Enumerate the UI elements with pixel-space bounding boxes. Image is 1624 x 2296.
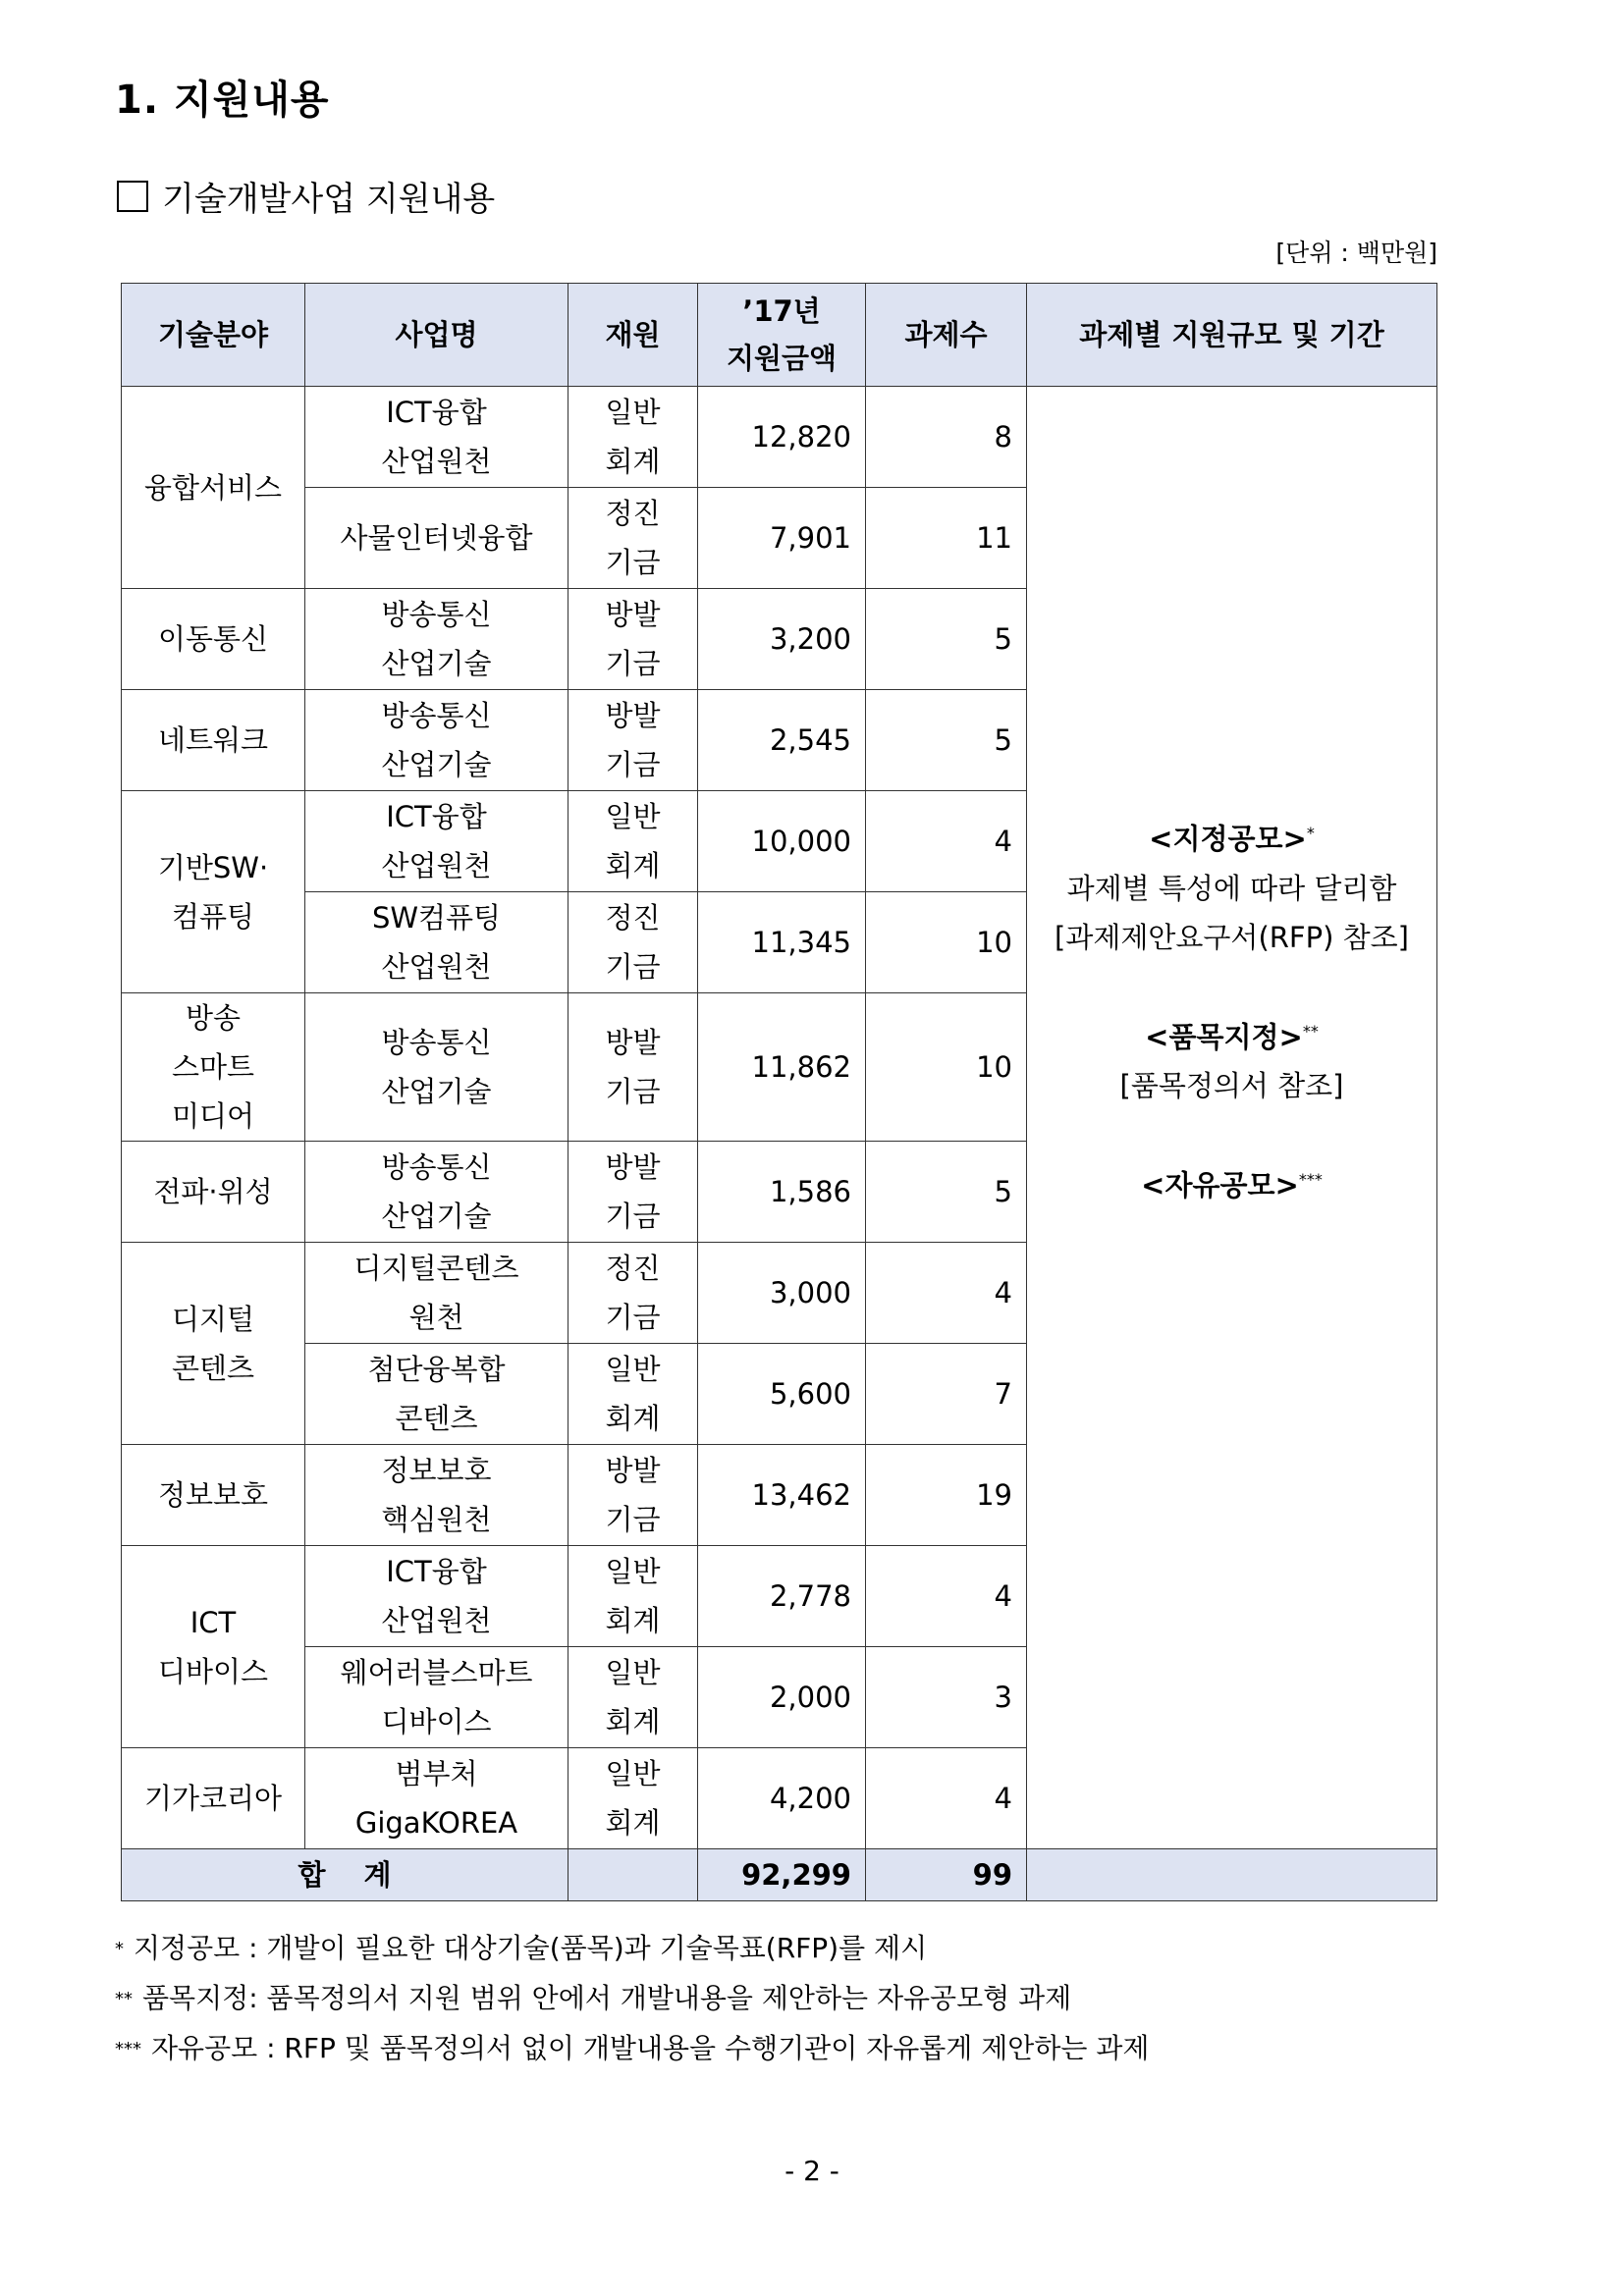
item-title: <품목지정>** bbox=[1145, 1020, 1319, 1054]
amount-cell: 3,200 bbox=[698, 589, 866, 690]
cell-line: 일반 bbox=[605, 1757, 661, 1790]
fund-cell bbox=[568, 791, 698, 892]
cell-line: 스마트 bbox=[171, 1050, 255, 1084]
field-cell bbox=[122, 387, 305, 589]
amount-cell: 11,345 bbox=[698, 892, 866, 993]
header-count: 과제수 bbox=[866, 284, 1027, 387]
cell-line: 방송통신 bbox=[381, 699, 492, 732]
fund-cell bbox=[568, 488, 698, 589]
fund-cell bbox=[568, 1647, 698, 1748]
cell-line: 산업원천 bbox=[381, 950, 492, 984]
cell-line: ICT융합 bbox=[386, 800, 487, 833]
cell-line: 회계 bbox=[605, 849, 661, 882]
footnote-1: * 지정공모 : 개발이 필요한 대상기술(품목)과 기술목표(RFP)를 제시 bbox=[115, 1932, 928, 1964]
unit-note: [단위 : 백만원] bbox=[1275, 239, 1437, 267]
cell-line: 회계 bbox=[605, 1402, 661, 1435]
project-cell bbox=[305, 1748, 568, 1849]
header-amount bbox=[698, 284, 866, 387]
count-cell: 5 bbox=[866, 690, 1027, 791]
cell-line: 융합서비스 bbox=[143, 470, 283, 505]
fund-cell bbox=[568, 1344, 698, 1445]
cell-line: 첨단융복합 bbox=[367, 1353, 506, 1386]
cell-line: 방송통신 bbox=[381, 1150, 492, 1184]
cell-line: 네트워크 bbox=[157, 723, 269, 757]
count-cell: 11 bbox=[866, 488, 1027, 589]
amount-cell: 1,586 bbox=[698, 1142, 866, 1243]
fund-cell bbox=[568, 1142, 698, 1243]
amount-cell: 12,820 bbox=[698, 387, 866, 488]
cell-line: 기금 bbox=[605, 1301, 661, 1334]
cell-line: 범부처 bbox=[395, 1757, 478, 1790]
count-cell: 8 bbox=[866, 387, 1027, 488]
cell-line: 기금 bbox=[605, 546, 661, 579]
fund-cell bbox=[568, 1546, 698, 1647]
cell-line: 일반 bbox=[605, 1353, 661, 1386]
support-table bbox=[121, 283, 1437, 1901]
cell-line: 산업기술 bbox=[381, 1200, 492, 1233]
subsection-title-text: 기술개발사업 지원내용 bbox=[162, 180, 496, 219]
fund-cell bbox=[568, 589, 698, 690]
project-cell bbox=[305, 1243, 568, 1344]
fund-cell bbox=[568, 690, 698, 791]
cell-line: 전파·위성 bbox=[153, 1175, 273, 1208]
cell-line: 방송통신 bbox=[381, 598, 492, 631]
amount-cell: 7,901 bbox=[698, 488, 866, 589]
cell-line: 방송 bbox=[185, 1001, 242, 1035]
cell-line: 방발 bbox=[605, 1150, 661, 1184]
cell-line: 기금 bbox=[605, 647, 661, 680]
page-number: - 2 - bbox=[785, 2155, 839, 2187]
field-cell bbox=[122, 1445, 305, 1546]
cell-line: 산업원천 bbox=[381, 1604, 492, 1637]
subsection-title bbox=[117, 172, 495, 220]
cell-line: 디지털 bbox=[171, 1302, 255, 1336]
count-cell: 4 bbox=[866, 791, 1027, 892]
count-cell: 3 bbox=[866, 1647, 1027, 1748]
total-row bbox=[122, 1849, 1437, 1901]
cell-line: 기반SW· bbox=[157, 850, 269, 884]
free-title: <자유공모>*** bbox=[1141, 1168, 1323, 1202]
cell-line: 산업기술 bbox=[381, 748, 492, 781]
cell-line: 산업원천 bbox=[381, 849, 492, 882]
total-count: 99 bbox=[866, 1849, 1027, 1901]
cell-line: 정진 bbox=[605, 497, 661, 530]
cell-line: 미디어 bbox=[171, 1099, 255, 1133]
table-header-row bbox=[122, 284, 1437, 387]
count-cell: 5 bbox=[866, 1142, 1027, 1243]
count-cell: 5 bbox=[866, 589, 1027, 690]
project-cell bbox=[305, 1142, 568, 1243]
fund-cell bbox=[568, 892, 698, 993]
header-field: 기술분야 bbox=[122, 284, 305, 387]
header-scale: 과제별 지원규모 및 기간 bbox=[1027, 284, 1437, 387]
table-row bbox=[122, 387, 1437, 488]
cell-line: 방발 bbox=[605, 1026, 661, 1059]
cell-line: 이동통신 bbox=[157, 622, 269, 656]
amount-cell: 2,000 bbox=[698, 1647, 866, 1748]
project-cell bbox=[305, 993, 568, 1142]
field-cell bbox=[122, 1748, 305, 1849]
cell-line: 기가코리아 bbox=[143, 1782, 283, 1815]
designated-text1: 과제별 특성에 따라 달리함 bbox=[1066, 871, 1397, 905]
count-cell: 4 bbox=[866, 1546, 1027, 1647]
project-cell bbox=[305, 1344, 568, 1445]
total-label: 합 계 bbox=[122, 1849, 568, 1901]
field-cell bbox=[122, 1546, 305, 1748]
footnotes bbox=[115, 1924, 1149, 2074]
project-cell bbox=[305, 892, 568, 993]
total-scale-empty bbox=[1027, 1849, 1437, 1901]
cell-line: 산업기술 bbox=[381, 1075, 492, 1108]
cell-line: 컴퓨팅 bbox=[171, 899, 255, 934]
project-cell bbox=[305, 488, 568, 589]
cell-line: 일반 bbox=[605, 1656, 661, 1689]
cell-line: 방발 bbox=[605, 598, 661, 631]
header-amount-year: ’17년 bbox=[742, 294, 821, 328]
cell-line: 정진 bbox=[605, 1252, 661, 1285]
field-cell bbox=[122, 791, 305, 993]
section-title: 1. 지원내용 bbox=[115, 78, 330, 123]
cell-line: 일반 bbox=[605, 800, 661, 833]
cell-line: 기금 bbox=[605, 1200, 661, 1233]
cell-line: GigaKOREA bbox=[354, 1806, 518, 1840]
field-cell bbox=[122, 993, 305, 1142]
cell-line: 산업기술 bbox=[381, 647, 492, 680]
designated-text2: [과제제안요구서(RFP) 참조] bbox=[1055, 920, 1409, 954]
cell-line: 회계 bbox=[605, 1604, 661, 1637]
project-cell bbox=[305, 690, 568, 791]
header-amount-label: 지원금액 bbox=[726, 342, 838, 375]
project-cell bbox=[305, 1445, 568, 1546]
cell-line: 콘텐츠 bbox=[395, 1402, 478, 1435]
amount-cell: 2,545 bbox=[698, 690, 866, 791]
amount-cell: 4,200 bbox=[698, 1748, 866, 1849]
cell-line: 기금 bbox=[605, 748, 661, 781]
cell-line: 웨어러블스마트 bbox=[340, 1656, 533, 1689]
designated-title: <지정공모>* bbox=[1149, 822, 1315, 856]
total-fund-empty bbox=[568, 1849, 698, 1901]
cell-line: 사물인터넷융합 bbox=[340, 521, 533, 555]
fund-cell bbox=[568, 1445, 698, 1546]
cell-line: 방발 bbox=[605, 1454, 661, 1487]
count-cell: 10 bbox=[866, 993, 1027, 1142]
project-cell bbox=[305, 1546, 568, 1647]
cell-line: 산업원천 bbox=[381, 445, 492, 478]
amount-cell: 10,000 bbox=[698, 791, 866, 892]
cell-line: 방발 bbox=[605, 699, 661, 732]
cell-line: 정진 bbox=[605, 901, 661, 934]
count-cell: 7 bbox=[866, 1344, 1027, 1445]
cell-line: 디바이스 bbox=[381, 1705, 492, 1738]
cell-line: 디지털콘텐츠 bbox=[353, 1252, 519, 1285]
project-cell bbox=[305, 589, 568, 690]
cell-line: 회계 bbox=[605, 1806, 661, 1840]
count-cell: 4 bbox=[866, 1748, 1027, 1849]
field-cell bbox=[122, 690, 305, 791]
total-amount: 92,299 bbox=[698, 1849, 866, 1901]
field-cell bbox=[122, 1142, 305, 1243]
cell-line: 원천 bbox=[408, 1301, 464, 1334]
cell-line: 일반 bbox=[605, 396, 661, 429]
cell-line: 기금 bbox=[605, 1503, 661, 1536]
field-cell bbox=[122, 1243, 305, 1445]
field-cell bbox=[122, 589, 305, 690]
cell-line: 정보보호 bbox=[157, 1478, 269, 1512]
count-cell: 4 bbox=[866, 1243, 1027, 1344]
cell-line: ICT융합 bbox=[386, 396, 487, 429]
footnote-3: *** 자유공모 : RFP 및 품목정의서 없이 개발내용을 수행기관이 자유롭게 제안하는 과제 bbox=[115, 2032, 1150, 2064]
cell-line: 회계 bbox=[605, 445, 661, 478]
fund-cell bbox=[568, 993, 698, 1142]
scale-note-cell bbox=[1027, 387, 1437, 1849]
header-fund: 재원 bbox=[568, 284, 698, 387]
cell-line: SW컴퓨팅 bbox=[371, 901, 502, 934]
cell-line: ICT bbox=[189, 1605, 237, 1639]
cell-line: 디바이스 bbox=[157, 1654, 269, 1688]
item-text: [품목정의서 참조] bbox=[1119, 1069, 1344, 1103]
footnote-2: ** 품목지정: 품목정의서 지원 범위 안에서 개발내용을 제안하는 자유공모형 과제 bbox=[115, 1982, 1072, 2014]
cell-line: 기금 bbox=[605, 950, 661, 984]
cell-line: 정보보호 bbox=[381, 1454, 492, 1487]
amount-cell: 3,000 bbox=[698, 1243, 866, 1344]
cell-line: 방송통신 bbox=[381, 1026, 492, 1059]
project-cell bbox=[305, 1647, 568, 1748]
amount-cell: 5,600 bbox=[698, 1344, 866, 1445]
cell-line: 콘텐츠 bbox=[171, 1351, 255, 1385]
cell-line: 회계 bbox=[605, 1705, 661, 1738]
fund-cell bbox=[568, 1243, 698, 1344]
count-cell: 10 bbox=[866, 892, 1027, 993]
header-project: 사업명 bbox=[305, 284, 568, 387]
cell-line: 기금 bbox=[605, 1075, 661, 1108]
fund-cell bbox=[568, 387, 698, 488]
project-cell bbox=[305, 387, 568, 488]
project-cell bbox=[305, 791, 568, 892]
amount-cell: 13,462 bbox=[698, 1445, 866, 1546]
cell-line: 일반 bbox=[605, 1555, 661, 1588]
cell-line: 핵심원천 bbox=[381, 1503, 492, 1536]
cell-line: ICT융합 bbox=[386, 1555, 487, 1588]
amount-cell: 2,778 bbox=[698, 1546, 866, 1647]
fund-cell bbox=[568, 1748, 698, 1849]
amount-cell: 11,862 bbox=[698, 993, 866, 1142]
checkbox-square-icon bbox=[117, 181, 148, 212]
count-cell: 19 bbox=[866, 1445, 1027, 1546]
